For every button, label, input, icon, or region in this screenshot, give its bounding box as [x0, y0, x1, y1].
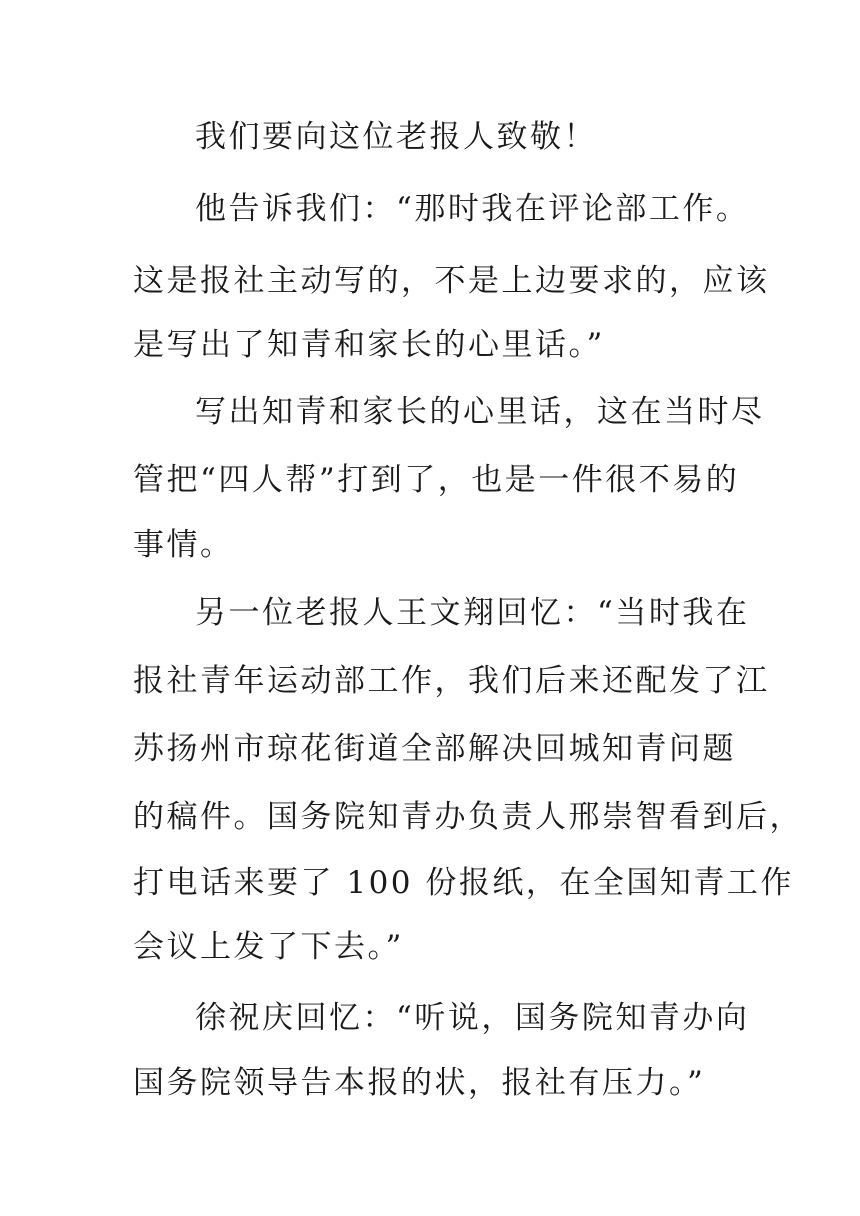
paragraph-1-line-1: 我们要向这位老报人致敬！ — [195, 119, 597, 155]
paragraph-3-line-3: 事情。 — [133, 527, 234, 563]
paragraph-4-line-6: 会议上发了下去。” — [133, 929, 404, 965]
paragraph-5-line-1: 徐祝庆回忆：“听说，国务院知青办向 — [195, 1000, 750, 1036]
paragraph-2-line-3: 是写出了知青和家长的心里话。” — [133, 327, 605, 363]
paragraph-2-line-1: 他告诉我们：“那时我在评论部工作。 — [195, 191, 750, 227]
paragraph-4-line-2: 报社青年运动部工作，我们后来还配发了江 — [133, 663, 770, 699]
paragraph-4-line-4: 的稿件。国务院知青办负责人邢崇智看到后， — [133, 799, 803, 835]
paragraph-4-line-5: 打电话来要了 100 份报纸，在全国知青工作 — [133, 865, 794, 901]
paragraph-4-line-3: 苏扬州市琼花街道全部解决回城知青问题 — [133, 731, 736, 767]
paragraph-4-line-1: 另一位老报人王文翔回忆：“当时我在 — [195, 595, 750, 631]
paragraph-3-line-2: 管把“四人帮”打到了，也是一件很不易的 — [133, 462, 740, 498]
paragraph-2-line-2: 这是报社主动写的，不是上边要求的，应该 — [133, 263, 770, 299]
paragraph-3-line-1: 写出知青和家长的心里话，这在当时尽 — [195, 394, 765, 430]
paragraph-5-line-2: 国务院领导告本报的状，报社有压力。” — [133, 1065, 706, 1101]
